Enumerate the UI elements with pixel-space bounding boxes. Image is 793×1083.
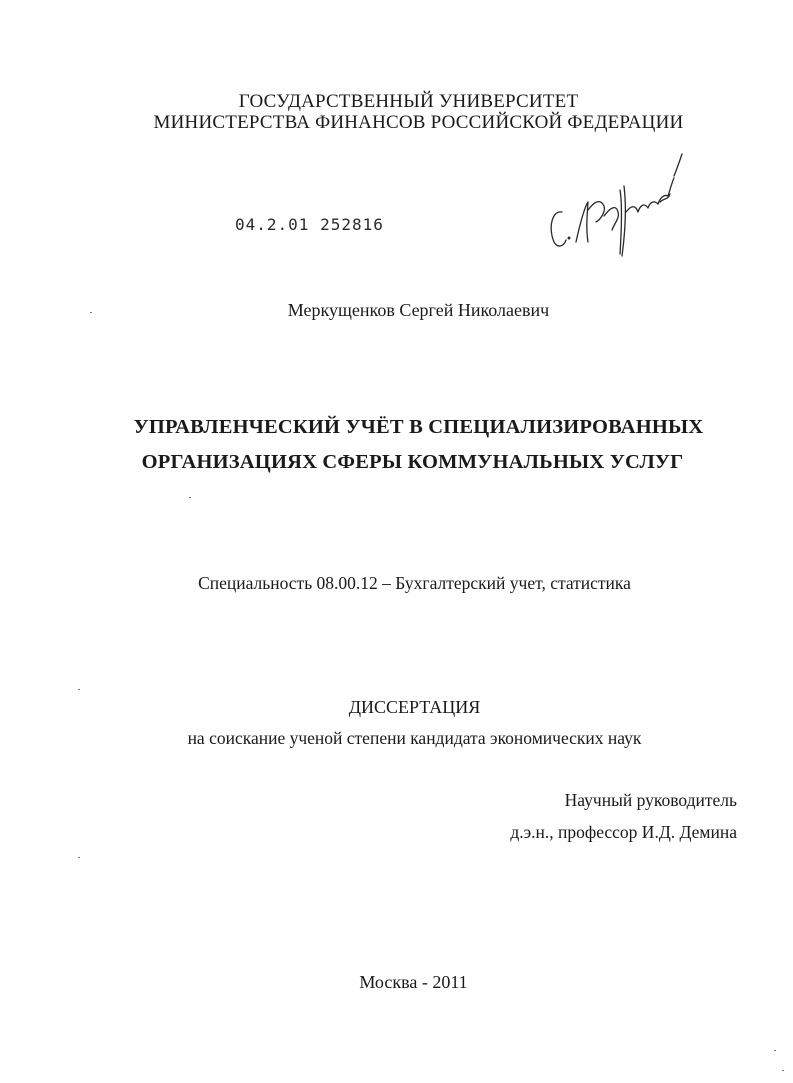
speciality-line: Специальность 08.00.12 – Бухгалтерский учет, статистика xyxy=(198,573,631,593)
scan-speck xyxy=(90,312,92,313)
supervisor-name: д.э.н., профессор И.Д. Демина xyxy=(510,822,737,842)
scan-speck xyxy=(189,497,191,498)
university-name-line-1: ГОСУДАРСТВЕННЫЙ УНИВЕРСИТЕТ xyxy=(238,91,579,112)
thesis-title-line-2: ОРГАНИЗАЦИЯХ СФЕРЫ КОММУНАЛЬНЫХ УСЛУГ xyxy=(141,451,684,473)
scan-speck xyxy=(782,1070,784,1071)
city-year: Москва - 2011 xyxy=(359,972,468,992)
registration-number-stamp: 04.2.01 252816 xyxy=(235,215,384,234)
author-name: Меркущенков Сергей Николаевич xyxy=(287,300,550,320)
dissertation-label: ДИССЕРТАЦИЯ xyxy=(348,697,481,717)
handwritten-signature xyxy=(540,150,690,260)
scan-speck xyxy=(78,857,80,858)
scan-speck xyxy=(774,1050,776,1051)
thesis-title-line-1: УПРАВЛЕНЧЕСКИЙ УЧЁТ В СПЕЦИАЛИЗИРОВАННЫХ xyxy=(133,416,704,438)
dissertation-subtitle: на соискание ученой степени кандидата экономических наук xyxy=(187,728,642,748)
university-name-line-2: МИНИСТЕРСТВА ФИНАНСОВ РОССИЙСКОЙ ФЕДЕРАЦИИ xyxy=(153,112,684,133)
supervisor-label: Научный руководитель xyxy=(564,790,737,810)
scan-speck xyxy=(78,689,80,690)
